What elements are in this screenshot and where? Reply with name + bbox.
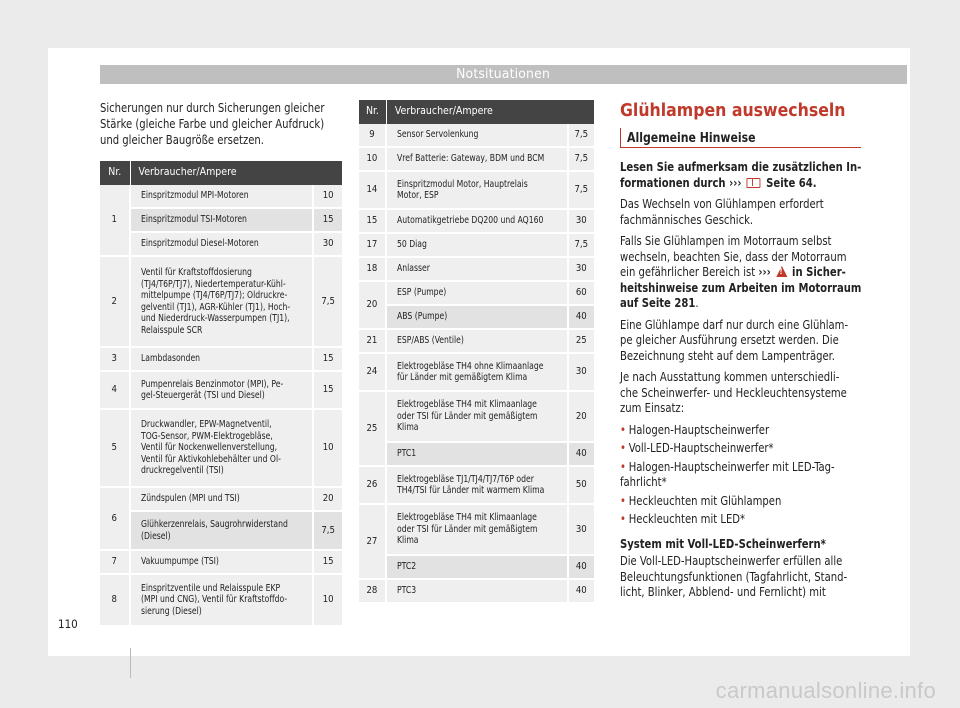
fuse-number: 18: [359, 258, 387, 282]
text-line: Je nach Ausstattung kommen unterschiedli-: [620, 370, 840, 384]
fuse-number: 10: [359, 148, 387, 172]
fuse-amperage: 10: [314, 575, 342, 627]
fuse-amperage: 7,5: [569, 124, 594, 148]
text-line: che Scheinwerfer- und Heckleuchtensysteme: [620, 385, 847, 400]
fuse-consumer: Einspritzmodul MPI-Motoren: [131, 185, 315, 209]
fuse-consumer: Elektrogebläse TH4 ohne Klimaanlage für Länder mit gemäßigtem Klima: [387, 354, 569, 392]
cross-ref-arrows: ›››: [729, 175, 742, 190]
fuse-amperage: 15: [314, 551, 342, 575]
fuse-number: 8: [100, 575, 131, 627]
table-row: [359, 124, 594, 148]
warning-triangle-icon: [776, 266, 787, 277]
page-reference[interactable]: Seite 64: [766, 175, 813, 190]
text-line: formationen durch ››› Seite 64.: [620, 175, 817, 190]
text-line: Die Voll-LED-Hauptscheinwerfer erfüllen alle: [620, 554, 843, 568]
warning-reference[interactable]: in Sicher-: [792, 265, 846, 279]
bullet-item: • Heckleuchten mit Glühlampen: [620, 493, 782, 508]
right-column: [620, 100, 865, 601]
fuse-amperage: 40: [569, 556, 594, 580]
fuse-amperage: 40: [569, 306, 594, 330]
fuse-amperage: 20: [569, 392, 594, 443]
bullet-icon: •: [620, 422, 626, 437]
fuse-consumer: Zündspulen (MPI und TSI): [131, 488, 315, 512]
fuse-number: 25: [359, 392, 387, 467]
fuse-consumer: Glühkerzenrelais, Saugrohrwiderstand (Diesel): [131, 512, 315, 551]
fuse-number: 4: [100, 372, 131, 410]
fuse-number: 5: [100, 410, 131, 488]
fuse-amperage: 20: [314, 488, 342, 512]
bullet-icon: •: [620, 512, 626, 526]
manual-page: [48, 48, 910, 656]
bullet-item: • Halogen-Hauptscheinwerfer: [620, 422, 770, 437]
fuse-amperage: 30: [569, 354, 594, 392]
fuse-amperage: 7,5: [314, 257, 342, 348]
fuse-amperage: 15: [314, 209, 342, 233]
paragraph: [620, 197, 865, 228]
fuse-amperage: 40: [569, 443, 594, 467]
fuse-consumer: Druckwandler, EPW-Magnetventil, TOG-Sensor, PWM-Elektrogebläse, Ventil für Nockenwellenverstellung, Ventil für Aktivkohlebehälter und Öl- druckregelventil (TSI): [131, 410, 315, 488]
text-line: zum Einsatz:: [620, 401, 685, 415]
subheading-system: System mit Voll-LED-Scheinwerfern*: [620, 536, 826, 551]
fuse-table-1: [100, 161, 342, 627]
intro-line: Stärke (gleiche Farbe und gleicher Aufdruck): [100, 117, 325, 131]
fuse-amperage: 30: [569, 258, 594, 282]
table-row: [100, 209, 342, 233]
warning-reference[interactable]: heitshinweise zum Arbeiten im Motorraum: [620, 280, 862, 295]
section-body: [620, 160, 865, 601]
text-line: Falls Sie Glühlampen im Motorraum selbst: [620, 234, 832, 248]
table-row: [100, 410, 342, 488]
section-title: Glühlampen auswechseln: [620, 101, 846, 121]
fuse-amperage: 25: [569, 330, 594, 354]
page-number-divider: [130, 648, 131, 678]
table-row: [359, 306, 594, 330]
fuse-amperage: 7,5: [569, 148, 594, 172]
col-header-nr: Nr.: [100, 161, 131, 185]
text-line: Das Wechseln von Glühlampen erfordert: [620, 197, 824, 211]
table-row: [359, 172, 594, 210]
text-line: Eine Glühlampe darf nur durch eine Glühlam-: [620, 317, 849, 332]
fuse-consumer: 50 Diag: [387, 234, 569, 258]
fuse-amperage: 40: [569, 580, 594, 604]
table-row: [359, 467, 594, 505]
table-row: [359, 392, 594, 443]
paragraph: [620, 554, 865, 601]
fuse-amperage: 30: [569, 210, 594, 234]
subheading-bar: [620, 128, 621, 147]
subheading: [620, 128, 865, 147]
paragraph: [620, 318, 865, 365]
fuse-amperage: 10: [314, 410, 342, 488]
fuse-amperage: 15: [314, 372, 342, 410]
fuse-consumer: Anlasser: [387, 258, 569, 282]
fuse-number: 20: [359, 282, 387, 330]
fuse-consumer: ESP/ABS (Ventile): [387, 330, 569, 354]
text-line: auf Seite 281.: [620, 296, 699, 310]
fuse-amperage: 30: [314, 233, 342, 257]
fuse-consumer: Lambdasonden: [131, 348, 315, 372]
fuse-number: 14: [359, 172, 387, 210]
bullet-item: • Voll-LED-Hauptscheinwerfer*: [620, 441, 774, 455]
fuse-consumer: Einspritzmodul Diesel-Motoren: [131, 233, 315, 257]
fuse-consumer: Einspritzmodul TSI-Motoren: [131, 209, 315, 233]
bullet-item: • Heckleuchten mit LED*: [620, 512, 746, 526]
table-row: [100, 488, 342, 512]
cross-ref-arrows: ›››: [758, 265, 771, 279]
table-row: [359, 330, 594, 354]
fuse-consumer: Ventil für Kraftstoffdosierung (TJ4/T6P/TJ7), Niedertemperatur-Kühl- mittelpumpe (TJ4/T6P/TJ7); Öldruckre- gelventil (TJ1), AGR-Kühler (TJ1), Hoch- und Niederdruck-Wasserpumpen (TJ1), Relaisspule SCR: [131, 257, 315, 348]
watermark: carmanualsonline.info: [715, 678, 936, 703]
fuse-consumer: PTC2: [387, 556, 569, 580]
table-row: [100, 185, 342, 209]
text-line: pe gleicher Ausführung ersetzt werden. Die: [620, 333, 839, 347]
table-row: [359, 556, 594, 580]
fuse-number: 1: [100, 185, 131, 257]
fuse-amperage: 50: [569, 467, 594, 505]
table-row: [100, 551, 342, 575]
col-header-desc: Verbraucher/Ampere: [387, 100, 594, 124]
fuse-number: 2: [100, 257, 131, 348]
book-icon: [747, 178, 761, 188]
paragraph-info: [620, 160, 865, 191]
fuse-number: 3: [100, 348, 131, 372]
left-column: [100, 100, 342, 627]
intro-line: und gleicher Baugröße ersetzen.: [100, 133, 264, 147]
fuse-consumer: Vakuumpumpe (TSI): [131, 551, 315, 575]
fuse-number: 15: [359, 210, 387, 234]
subheading-text: Allgemeine Hinweise: [627, 130, 756, 146]
fuse-number: 9: [359, 124, 387, 148]
table-row: [359, 580, 594, 604]
fuse-amperage: 7,5: [314, 512, 342, 551]
fuse-amperage: 15: [314, 348, 342, 372]
fuse-amperage: 60: [569, 282, 594, 306]
table-row: [100, 257, 342, 348]
fuse-consumer: Elektrogebläse TH4 mit Klimaanlage oder TSI für Länder mit gemäßigtem Klima: [387, 392, 569, 443]
fuse-consumer: ABS (Pumpe): [387, 306, 569, 330]
fuse-consumer: Elektrogebläse TH4 mit Klimaanlage oder TSI für Länder mit gemäßigtem Klima: [387, 505, 569, 556]
page-number: 110: [58, 617, 78, 631]
fuse-number: 17: [359, 234, 387, 258]
table-row: [359, 505, 594, 556]
text-line: wechseln, beachten Sie, dass der Motorraum: [620, 249, 847, 264]
fuse-number: 7: [100, 551, 131, 575]
chapter-title: Notsituationen: [456, 66, 551, 82]
fuse-table-2: [359, 100, 594, 604]
bullet-icon: •: [620, 493, 626, 508]
table-row: [359, 282, 594, 306]
text-line: Beleuchtungsfunktionen (Tagfahrlicht, Stand-: [620, 569, 848, 584]
paragraph: [620, 370, 865, 417]
table-row: [359, 234, 594, 258]
bullet-icon: •: [620, 441, 626, 455]
fuse-number: 27: [359, 505, 387, 580]
fuse-consumer: ESP (Pumpe): [387, 282, 569, 306]
table-row: [100, 372, 342, 410]
fuse-amperage: 7,5: [569, 234, 594, 258]
table-row: [359, 258, 594, 282]
fuse-number: 21: [359, 330, 387, 354]
fuse-number: 26: [359, 467, 387, 505]
fuse-consumer: Sensor Servolenkung: [387, 124, 569, 148]
table-row: [100, 512, 342, 551]
table-row: [359, 210, 594, 234]
text-line: Bezeichnung steht auf dem Lampenträger.: [620, 348, 835, 363]
col-header-nr: Nr.: [359, 100, 387, 124]
fuse-amperage: 10: [314, 185, 342, 209]
bullet-item: • Halogen-Hauptscheinwerfer mit LED-Tag- fahrlicht*: [620, 459, 835, 489]
fuse-consumer: PTC3: [387, 580, 569, 604]
fuse-consumer: Elektrogebläse TJ1/TJ4/TJ7/T6P oder TH4/TSI für Länder mit warmem Klima: [387, 467, 569, 505]
table-row: [359, 443, 594, 467]
fuse-consumer: Vref Batterie: Gateway, BDM und BCM: [387, 148, 569, 172]
middle-column: [359, 100, 594, 604]
paragraph-warning: [620, 234, 865, 312]
text-line: licht, Blinker, Abblend- und Fernlicht) mit: [620, 585, 826, 599]
col-header-desc: Verbraucher/Ampere: [131, 161, 342, 185]
text-line: ein gefährlicher Bereich ist ››› ! in Sicher-: [620, 265, 848, 281]
fuse-consumer: Einspritzmodul Motor, Hauptrelais Motor, ESP: [387, 172, 569, 210]
table-row: [359, 354, 594, 392]
fuse-consumer: PTC1: [387, 443, 569, 467]
text-line: Lesen Sie aufmerksam die zusätzlichen In-: [620, 160, 862, 174]
text-line: fachmännisches Geschick.: [620, 212, 754, 227]
page-reference[interactable]: auf Seite 281: [620, 296, 696, 310]
bullet-list: [620, 423, 865, 528]
subheading-rule: [620, 147, 861, 148]
fuse-number: 28: [359, 580, 387, 604]
fuse-amperage: 30: [569, 505, 594, 556]
fuse-number: 6: [100, 488, 131, 551]
table-row: [100, 348, 342, 372]
fuse-number: 24: [359, 354, 387, 392]
table-row: [100, 575, 342, 627]
intro-line: Sicherungen nur durch Sicherungen gleicher: [100, 101, 325, 115]
bullet-icon: •: [620, 459, 626, 474]
fuse-amperage: 7,5: [569, 172, 594, 210]
fuse-consumer: Einspritzventile und Relaisspule EKP (MPI und CNG), Ventil für Kraftstoffdo- sierung (Diesel): [131, 575, 315, 627]
intro-text: [100, 100, 342, 148]
table-row: [100, 233, 342, 257]
table-row: [359, 148, 594, 172]
fuse-consumer: Automatikgetriebe DQ200 und AQ160: [387, 210, 569, 234]
chapter-header: [100, 65, 907, 84]
fuse-consumer: Pumpenrelais Benzinmotor (MPI), Pe- gel-Steuergerät (TSI und Diesel): [131, 372, 315, 410]
